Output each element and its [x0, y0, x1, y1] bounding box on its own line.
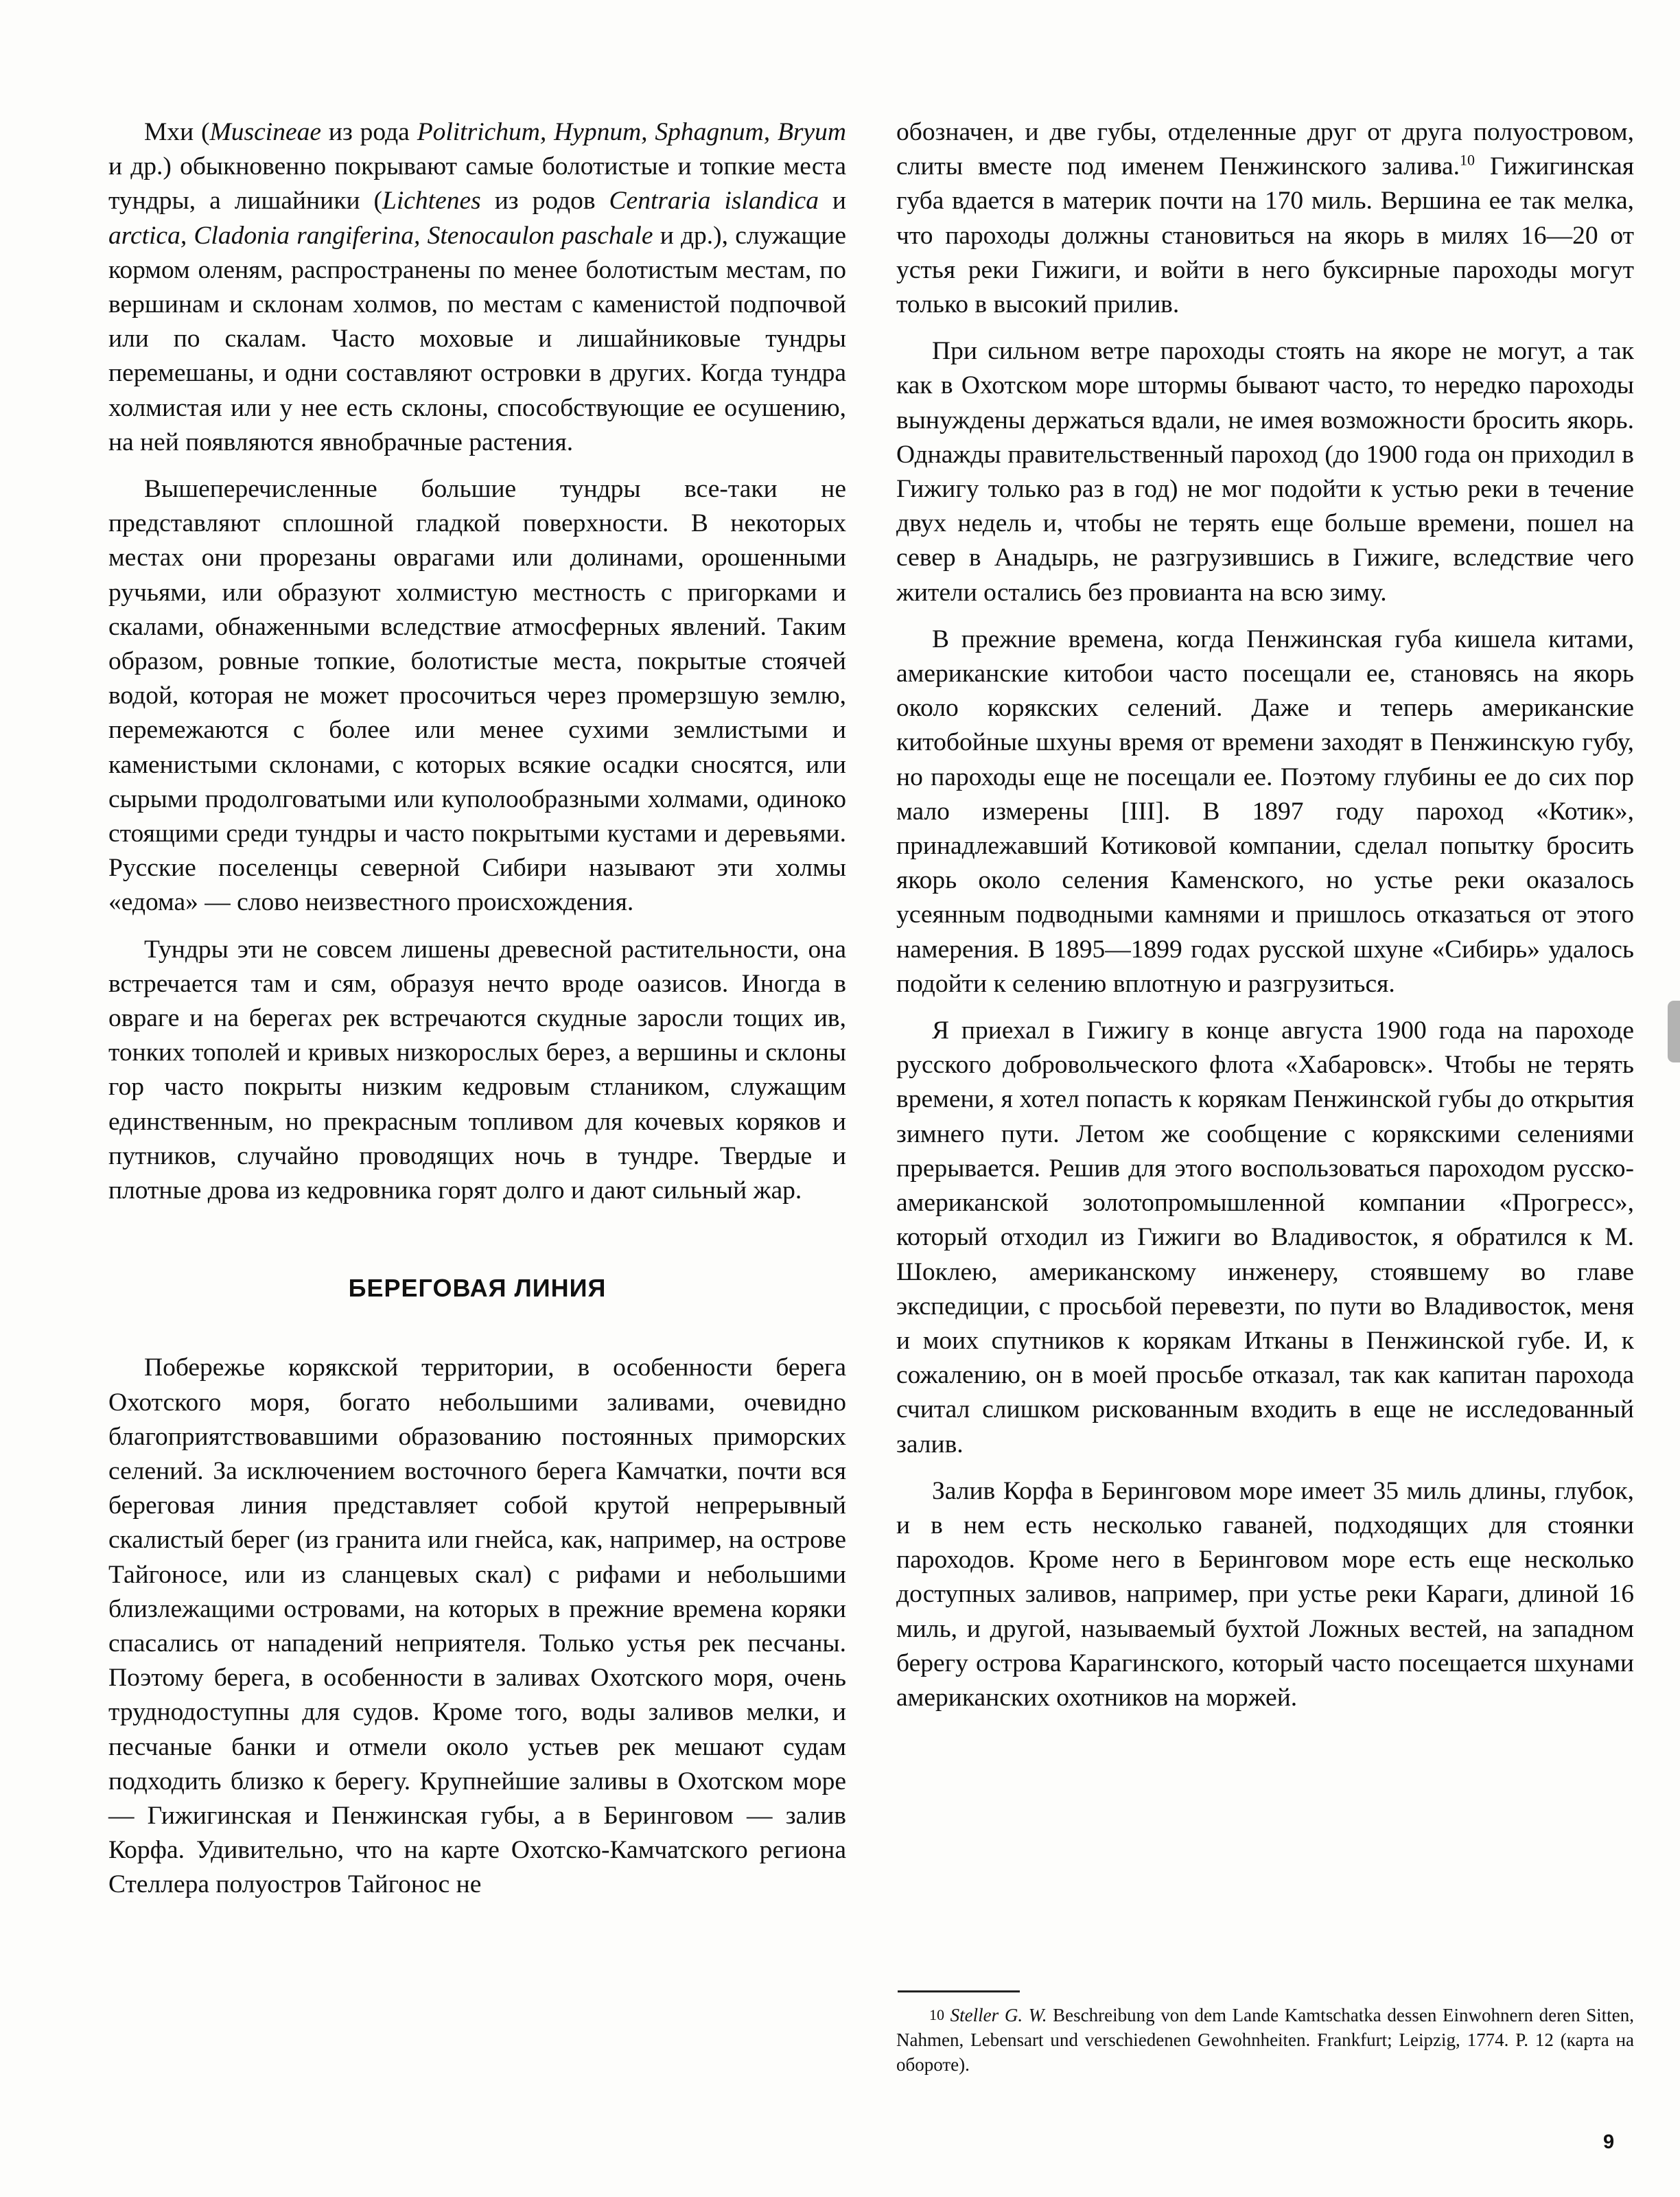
right-column: [896, 115, 1634, 1715]
footnote-text: Beschreibung von dem Lande Kamtschatka dessen Einwohnern deren Sitten, Nahmen, Lebensart und verschiedenen Gewohnheiten. Frankfurt; Leipzig, 1774. P. 12 (карта на обороте).: [896, 2005, 1635, 2075]
paragraph-tundra-vegetation: Тундры эти не совсем лишены древесной растительности, она встречается там и сям, образуя нечто вроде оазисов. Иногда в овраге и на берегах рек встречаются скудные заросли тощих ив, тонких тополей и кривых низкорослых берез, а вершины и склоны гор часто покрыты низким кедровым стлаником, служащим единственным, но прекрасным топливом для кочевых коряков и путников, случайно проводящих ночь в тундре. Твердые и плотные дрова из кедровника горят долго и дают сильный жар.: [108, 935, 846, 1205]
footnote: [896, 2003, 1634, 2077]
paragraph-mosses-lichens: Мхи (Muscineae из рода Politrichum, Hypnum, Sphagnum, Bryum и др.) обыкновенно покрывают самые болотистые и топкие места тундры, а лишайники (Lichtenes из родов Centraria islandica и arctica, Cladonia rangiferina, Stenocaulon paschale и др.), служащие кормом оленям, распространены по менее болотистым местам, по вершинам и склонам холмов, по местам с каменистой подпочвой или по скалам. Часто моховые и лишайниковые тундры перемешаны, и одни составляют островки в других. Когда тундра холмистая или у нее есть склоны, способствующие ее осушению, на ней появляются явнобрачные растения.: [108, 118, 847, 456]
footnote-reference[interactable]: 10: [1460, 151, 1475, 169]
paragraph-gizhiga-bay: обозначен, и две губы, отделенные друг от друга полуостровом, слиты вместе под именем Пенжинского залива.$^{10}$ Гижигинская губа вдается в материк почти на 170 миль. Вершина ее так мелка, что пароходы должны становиться на якорь в милях 16—20 от устья реки Гижиги, и войти в него буксирные пароходы могут только в высокий прилив.: [896, 118, 1634, 319]
paragraph-arrival-1900: Я приехал в Гижигу в конце августа 1900 года на пароходе русского добровольческого флота «Хабаровск». Чтобы не терять времени, я хотел попасть к корякам Пенжинской губы до открытия зимнего пути. Летом же сообщение с корякскими селениями прерывается. Решив для этого воспользоваться пароходом русско-американской золотопромышленной компании «Прогресс», который отходил из Гижиги во Владивосток, я обратился к М. Шоклею, американскому инженеру, стоявшему во главе экспедиции, с просьбой перевезти, по пути во Владивосток, меня и моих спутников к корякам Итканы в Пенжинской губе. И, к сожалению, он в моей просьбе отказал, так как капитан парохода считал слишком рискованным входить в еще не исследованный залив.: [896, 1016, 1634, 1458]
footnote-number: 10: [929, 2006, 944, 2023]
footnote-author: Steller G. W.: [950, 2005, 1047, 2025]
paragraph-tundra-surface: Вышеперечисленные большие тундры все-таки не представляют сплошной гладкой поверхности. В некоторых местах они прорезаны оврагами или долинами, орошенными ручьями, или образуют холмистую местность с пригорками и скалами, обнаженными вследствие атмосферных явлений. Таким образом, ровные топкие, болотистые места, покрытые стоячей водой, которая не может просочиться через промерзшую землю, перемежаются с более или менее сухими землистыми и каменистыми склонами, с которых всякие осадки сносятся, или сырыми продолговатыми или куполообразными холмами, одиноко стоящими среди тундры и часто покрытыми кустами и деревьями. Русские поселенцы северной Сибири называют эти холмы «едома» — слово неизвестного происхождения.: [108, 475, 846, 917]
paragraph-steamers-storms: При сильном ветре пароходы стоять на якоре не могут, а так как в Охотском море штормы бывают часто, то нередко пароходы вынуждены держаться вдали, не имея возможности бросить якорь. Однажды правительственный пароход (до 1900 года он приходил в Гижигу только раз в год) не мог подойти к устью реки в течение двух недель и, чтобы не терять еще больше времени, пошел на север в Анадырь, не разгрузившись в Гижиге, вследствие чего жители остались без провианта на всю зиму.: [896, 337, 1634, 607]
paragraph-whalers: В прежние времена, когда Пенжинская губа кишела китами, американские китобои часто посещали ее, становясь на якорь около корякских селений. Даже и теперь американские китобойные шхуны время от времени заходят в Пенжинскую губу, но пароходы еще не посещали ее. Поэтому глубины ее до сих пор мало измерены [III]. В 1897 году пароход «Котик», принадлежавший Котиковой компании, сделал попытку бросить якорь около селения Каменского, но устье реки оказалось усеянным подводными камнями и пришлось отказаться от этого намерения. В 1895—1899 годах русской шхуне «Сибирь» удалось подойти к селению вплотную и разгрузиться.: [896, 625, 1634, 998]
left-column: [108, 115, 846, 1903]
section-heading: БЕРЕГОВАЯ ЛИНИЯ: [348, 1274, 607, 1303]
footnote-divider: [898, 1990, 1020, 1992]
paragraph-coastline: Побережье корякской территории, в особенности берега Охотского моря, богато небольшими заливами, очевидно благоприятствовавшими образованию постоянных приморских селений. За исключением восточного берега Камчатки, почти вся береговая линия представляет собой крутой непрерывный скалистый берег (из гранита или гнейса, как, например, на острове Тайгоносе, или из сланцевых скал) с рифами и небольшими близлежащими островами, на которых в прежние времена коряки спасались от нападений неприятеля. Только устья рек песчаны. Поэтому берега, в особенности в заливах Охотского моря, очень труднодоступны для судов. Кроме того, воды заливов мелки, и песчаные банки и отмели около устьев рек мешают судам подходить близко к берегу. Крупнейшие заливы в Охотском море — Гижигинская и Пенжинская губы, а в Беринговом — залив Корфа. Удивительно, что на карте Охотско-Камчатского региона Стеллера полуостров Тайгонос не: [108, 1353, 846, 1899]
paragraph-korf-bay: Залив Корфа в Беринговом море имеет 35 миль длины, глубок, и в нем есть несколько гаваней, подходящих для стоянки пароходов. Кроме него в Беринговом море есть еще несколько доступных заливов, например, при устье реки Караги, длиной 16 миль, и другой, называемый бухтой Ложных вестей, на западном берегу острова Карагинского, который часто посещается шхунами американских охотников на моржей.: [896, 1476, 1634, 1712]
page-number: 9: [1603, 2131, 1615, 2153]
scan-edge-mark: [1668, 1001, 1680, 1062]
